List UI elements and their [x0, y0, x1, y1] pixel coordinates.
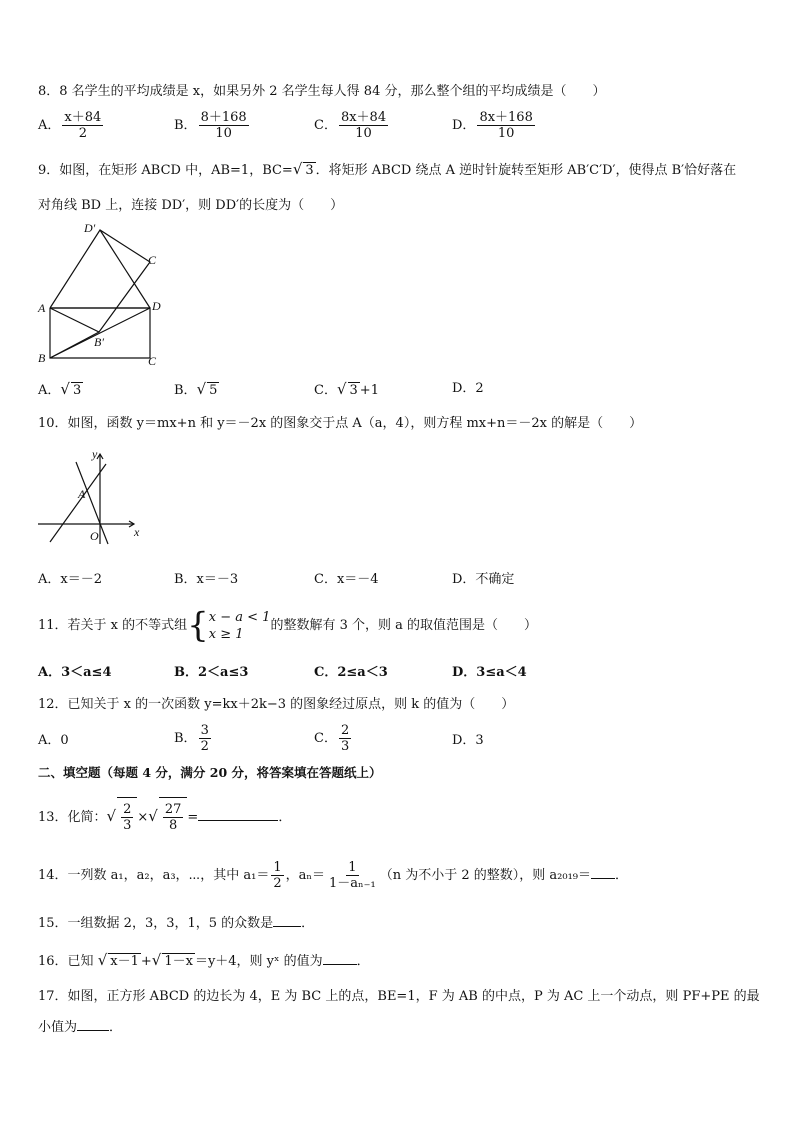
q11-option-a: A．3＜a≤4	[38, 665, 112, 680]
q8-option-b: B． $\frac{8+168}{10}$	[174, 110, 247, 141]
label-d: D	[152, 299, 161, 313]
label-point-a: A	[78, 487, 86, 501]
q16-line: 16．已知 √ x－1 +√ 1－x ＝y＋4，则 yˣ 的值为 ．	[38, 951, 370, 969]
label-c-prime: C	[148, 253, 157, 267]
q11-option-d: D．3≤a＜4	[452, 665, 527, 680]
q10-option-d: D．不确定	[452, 572, 515, 587]
label-x: x	[134, 525, 140, 539]
q15-answer-blank	[273, 926, 301, 927]
q17-line2: 小值为 ．	[38, 1020, 123, 1035]
q10-option-a: A．x＝－2	[38, 572, 102, 587]
q12-stem: 12．已知关于 x 的一次函数 y=kx＋2k−3 的图象经过原点，则 k 的值为（ ）	[38, 697, 515, 712]
q12-option-b: B． $\frac{3}{2}$	[174, 723, 209, 754]
q13-answer-blank	[198, 820, 278, 821]
q17-line1: 17．如图，正方形 ABCD 的边长为 4，E 为 BC 上的点，BE=1，F 为 AB 的中点，P 为 AC 上一个动点，则 PF+PE 的最	[38, 989, 760, 1004]
label-origin: O	[90, 529, 99, 543]
q14-answer-blank	[591, 878, 615, 879]
q9-option-c: C．√ 3 +1	[314, 380, 379, 398]
label-a: A	[38, 301, 46, 315]
q16-answer-blank	[323, 964, 357, 965]
q8-stem: 8．8 名学生的平均成绩是 x，如果另外 2 名学生每人得 84 分，那么整个组的平均成绩是（ ）	[38, 84, 606, 99]
q17-answer-blank	[77, 1030, 109, 1031]
q9-option-b: B．√ 5	[174, 380, 218, 398]
section-fill-in-heading: 二、填空题（每题 4 分，满分 20 分，将答案填在答题纸上）	[38, 765, 382, 780]
q8-option-d: D． $\frac{8x+168}{10}$	[452, 110, 533, 141]
q14-line: 14．一列数 a₁，a₂，a₃，⋯，其中 a₁＝ $\frac{1}{2}$ ，aₙ＝ $\frac{1}{\text{1－aₙ₋₁}}$ （n 为不小于 2 的整数），则 a₂₀₁₉＝ ．	[38, 860, 629, 891]
label-y: y	[92, 448, 98, 461]
q13-line: 13．化简：√ $\frac{2}{3}$ ×√ $\frac{27}{8}$ = ．	[38, 796, 291, 838]
label-c: C	[148, 354, 157, 368]
q12-option-c: C． $\frac{2}{3}$	[314, 723, 350, 754]
q11-stem: 11．若关于 x 的不等式组{ x − a < 1 x ≥ 1 的整数解有 3 个，则 a 的取值范围是（ ）	[38, 605, 538, 646]
q9-option-d: D．2	[452, 381, 484, 396]
q12-option-a: A．0	[38, 733, 69, 748]
q10-graph-figure	[34, 448, 146, 548]
q11-option-c: C．2≤a＜3	[314, 665, 388, 680]
q9-stem: 9．如图，在矩形 ABCD 中，AB=1，BC=√ 3 ．将矩形 ABCD 绕点 A 逆时针旋转至矩形 AB′C′D′，使得点 B′恰好落在	[38, 160, 737, 178]
q15-line: 15．一组数据 2，3，3，1，5 的众数是 ．	[38, 916, 315, 931]
q10-option-c: C．x＝－4	[314, 572, 379, 587]
q12-option-d: D．3	[452, 733, 484, 748]
q10-stem: 10．如图，函数 y＝mx+n 和 y＝－2x 的图象交于点 A（a，4），则方程 mx+n＝－2x 的解是（ ）	[38, 416, 643, 431]
label-b: B	[38, 351, 46, 365]
q8-option-c: C． $\frac{8x+84}{10}$	[314, 110, 387, 141]
q9-stem-line2: 对角线 BD 上，连接 DD′，则 DD′的长度为（ ）	[38, 198, 344, 213]
q9-option-a: A．√ 3	[38, 380, 82, 398]
label-d-prime: D′	[84, 221, 96, 235]
q9-rectangle-figure	[32, 218, 172, 368]
q10-option-b: B．x＝－3	[174, 572, 239, 587]
q8-option-a: A． $\frac{x+84}{2}$	[38, 110, 102, 141]
q11-option-b: B．2＜a≤3	[174, 665, 249, 680]
label-b-prime: B′	[94, 335, 104, 349]
